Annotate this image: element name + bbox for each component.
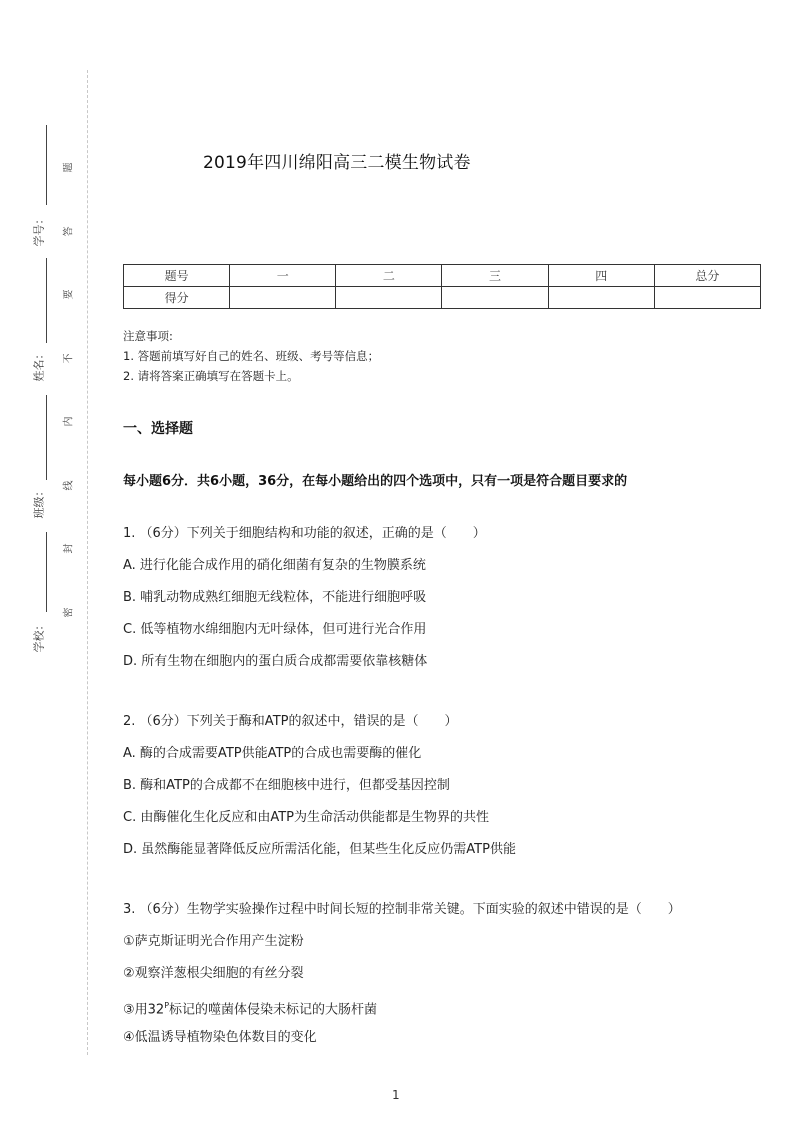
section-instruction: 每小题6分．共6小题，36分，在每小题给出的四个选项中，只有一项是符合题目要求的 [123,474,628,489]
table-cell: 二 [336,265,442,287]
option-c: C. 低等植物水绵细胞内无叶绿体，但可进行光合作用 [123,622,427,637]
seal-char: 不 [63,353,75,364]
question-stem: 3. （6分）生物学实验操作过程中时间长短的控制非常关键。下面实验的叙述中错误的是（ ） [123,902,681,917]
seal-char: 内 [63,416,75,427]
option-a: A. 进行化能合成作用的硝化细菌有复杂的生物膜系统 [123,558,426,573]
option-d: D. 虽然酶能显著降低反应所需活化能，但某些生化反应仍需ATP供能 [123,842,516,857]
question-2 [123,711,516,871]
school-label: 学校： [32,619,46,653]
table-cell: 三 [442,265,548,287]
page-number: 1 [392,1088,400,1102]
experiment-item [123,995,681,1027]
notice-item: 2. 请将答案正确填写在答题卡上。 [123,369,299,383]
student-id-label: 学号： [32,213,46,247]
seal-char: 封 [63,543,75,554]
experiment-item: ①萨克斯证明光合作用产生淀粉 [123,934,304,949]
option-b: B. 酶和ATP的合成都不在细胞核中进行，但都受基因控制 [123,778,450,793]
score-entry-cell [654,287,760,309]
question-stem: 1. （6分）下列关于细胞结构和功能的叙述，正确的是（ ） [123,526,486,541]
table-row [124,287,761,309]
table-row [124,265,761,287]
table-cell: 总分 [654,265,760,287]
experiment-item: ②观察洋葱根尖细胞的有丝分裂 [123,966,304,981]
seal-char: 线 [63,480,75,491]
exam-title: 2019年四川绵阳高三二模生物试卷 [203,153,471,173]
superscript: P [164,1001,170,1010]
question-3 [123,899,681,1059]
question-1 [123,523,486,683]
score-table [123,264,761,309]
seal-char: 要 [63,289,75,300]
section-title: 一、选择题 [123,421,193,437]
seal-line-text [60,160,74,620]
table-cell: 四 [548,265,654,287]
experiment-item: ④低温诱导植物染色体数目的变化 [123,1030,317,1045]
score-entry-cell [336,287,442,309]
option-c: C. 由酶催化生化反应和由ATP为生命活动供能都是生物界的共性 [123,810,490,825]
notice-item: 1. 答题前填写好自己的姓名、班级、考号等信息； [123,349,380,363]
option-d: D. 所有生物在细胞内的蛋白质合成都需要依靠核糖体 [123,654,428,669]
question-stem: 2. （6分）下列关于酶和ATP的叙述中，错误的是（ ） [123,714,458,729]
class-label: 班级： [32,485,46,519]
experiment-item-text: ③用32 [123,1002,165,1018]
score-entry-cell [548,287,654,309]
notice-block [123,326,379,386]
option-a: A. 酶的合成需要ATP供能ATP的合成也需要酶的催化 [123,746,422,761]
school-rule [46,532,47,612]
seal-char: 密 [63,607,75,618]
name-rule [46,258,47,343]
seal-char: 答 [63,226,75,237]
score-entry-cell [230,287,336,309]
notice-heading: 注意事项: [123,329,173,343]
class-rule [46,395,47,480]
experiment-item-text: 标记的噬菌体侵染未标记的大肠杆菌 [169,1002,378,1018]
binding-dashed-line [87,70,88,1055]
table-cell: 题号 [124,265,230,287]
seal-char: 题 [63,162,75,173]
option-b: B. 哺乳动物成熟红细胞无线粒体，不能进行细胞呼吸 [123,590,427,605]
student-id-rule [46,125,47,205]
name-label: 姓名： [32,348,46,382]
score-entry-cell [442,287,548,309]
table-cell: 一 [230,265,336,287]
table-cell: 得分 [124,287,230,309]
